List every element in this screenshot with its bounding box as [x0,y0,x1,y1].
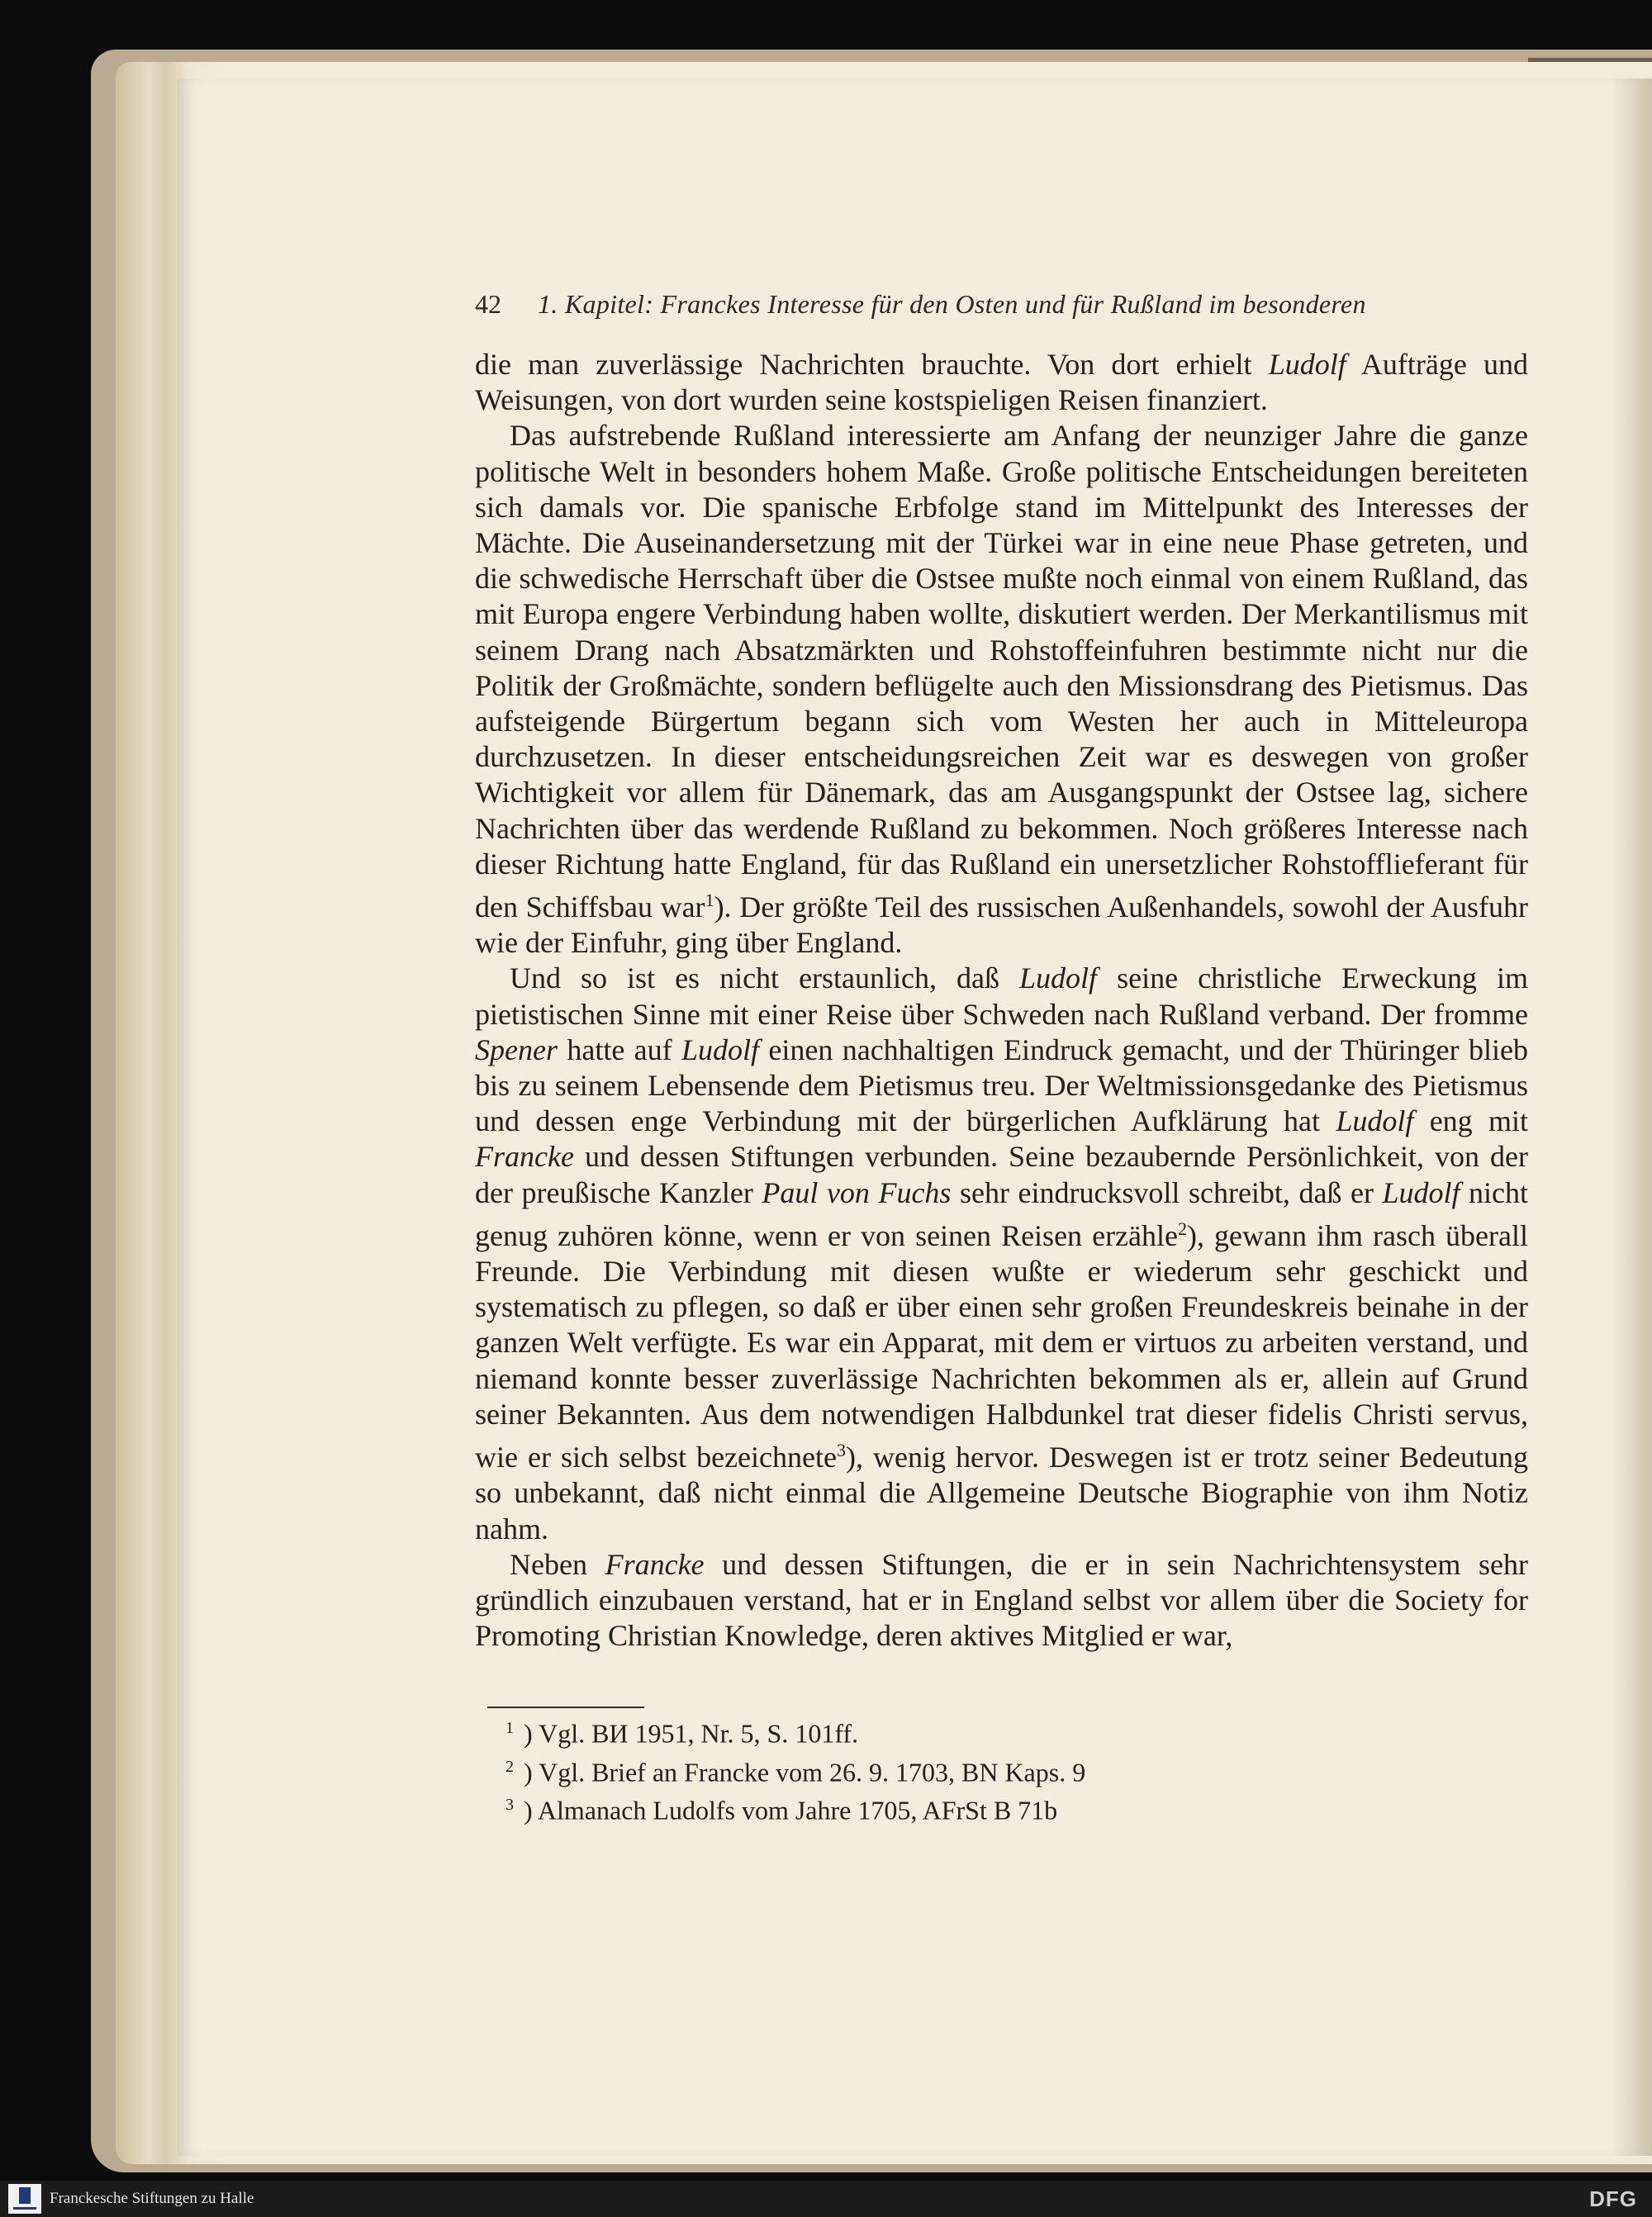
body-text [475,347,1528,1654]
text-run: Neben [510,1547,605,1581]
italic-name: Francke [605,1547,705,1581]
paragraph [475,347,1528,418]
text-run: und dessen Stiftungen verbunden. Seine bezaubernde Persönlichkeit, von der der preußische Kanzler [475,1140,1528,1209]
text-run: eng mit [1413,1104,1529,1138]
italic-name: Ludolf [681,1033,760,1066]
footnote-text: ) Vgl. Brief an Francke vom 26. 9. 1703, BN Kaps. 9 [524,1757,1086,1787]
viewer-footer-bar [0,2181,1652,2217]
running-title: 1. Kapitel: Franckes Interesse für den Osten und für Rußland im besonderen [538,289,1366,319]
text-run: ), wenig hervor. Deswegen ist er trotz seiner Bedeutung so unbekannt, daß nicht einmal die Allgemeine Deutsche Biographie von ihm Notiz nahm. [475,1441,1528,1545]
footnote-ref: 2 [1178,1218,1187,1239]
text-run: sehr eindrucksvoll schreibt, daß er [951,1175,1383,1209]
text-run: ). Der größte Teil des russischen Außenhandels, sowohl der Ausfuhr wie der Einfuhr, ging über England. [475,890,1528,960]
page-number: 42 [475,289,501,319]
italic-name: Spener [475,1033,558,1066]
page-gutter-shadow [1611,78,1652,2156]
italic-name: Ludolf [1019,961,1098,995]
text-run: Aufträge und Weisungen, von dort wurden seine kostspieligen Reisen finanziert. [475,348,1528,417]
footnote-1 [506,1711,1332,1750]
text-run: Und so ist es nicht erstaunlich, daß [510,961,1020,995]
footnote-mark: 1 [506,1719,514,1737]
footnote-mark: 2 [506,1757,514,1776]
footnote-text: ) Vgl. BИ 1951, Nr. 5, S. 101ff. [524,1718,859,1749]
text-run: einen nachhaltigen Eindruck gemacht, und der Thüringer blieb bis zu seinem Lebensende dem Pietismus treu. Der Weltmissionsgedanke des Pietismus und dessen enge Verbindung mit der bürgerlichen Aufklärung hat [475,1033,1528,1138]
text-run: die man zuverlässige Nachrichten brauchte. Von dort erhielt [475,348,1269,381]
footnote-2 [506,1750,1332,1789]
italic-name: Ludolf [1382,1175,1460,1209]
dfg-logo[interactable]: DFG [1589,2186,1637,2211]
text-run: ), gewann ihm rasch überall Freunde. Die Verbindung mit diesen wußte er wiederum sehr geschickt und systematisch zu pflegen, so daß er über einen sehr großen Freundeskreis beinahe in der ganzen Welt verfügte. Es war ein Apparat, mit dem er virtuos zu arbeiten verstand, und niemand konnte besser zuverlässige Nachrichten bekommen als er, allein auf Grund seiner Bekannten. Aus dem notwendigen Halbdunkel trat dieser fidelis Christi servus, wie er sich selbst bezeichnete [475,1218,1528,1474]
text-run: und dessen Stiftungen, die er in sein Nachrichtensystem sehr gründlich einzubauen verstand, hat er in England selbst vor allem über die Society for Promoting Christian Knowledge, deren aktives Mitglied er war, [475,1547,1528,1653]
paragraph [475,418,1528,961]
text-run: hatte auf [557,1033,681,1066]
institution-logo-icon[interactable] [8,2184,41,2214]
footnote-ref: 3 [836,1440,846,1461]
italic-name: Ludolf [1336,1104,1414,1138]
text-run: nicht genug zuhören könne, wenn er von seinen Reisen erzähle [475,1175,1529,1252]
footnote-3 [506,1788,1332,1827]
institution-name[interactable]: Franckesche Stiftungen zu Halle [50,2190,254,2207]
footnote-rule [487,1707,644,1708]
running-header [475,289,1549,320]
footnote-ref: 1 [705,890,714,911]
footnote-mark: 3 [506,1796,514,1815]
text-run: seine christliche Erweckung im pietistischen Sinne mit einer Reise über Schweden nach Rußland verband. Der fromme [475,961,1528,1031]
text-run: Das aufstrebende Rußland interessierte am Anfang der neunziger Jahre die ganze politische Welt in besonders hohem Maße. Große politische Entscheidungen bereiteten sich damals vor. Die spanische Erbfolge stand im Mittelpunkt des Interesses der Mächte. Die Auseinandersetzung mit der Türkei war in eine neue Phase getreten, und die schwedische Herrschaft über die Ostsee mußte noch einmal von einem Rußland, das mit Europa engere Verbindung haben wollte, diskutiert werden. Der Merkantilismus mit seinem Drang nach Absatzmärkten und Rohstoffeinfuhren bestimmte nicht nur die Politik der Großmächte, sondern beflügelte auch den Missionsdrang des Pietismus. Das aufsteigende Bürgertum begann sich vom Westen her auch in Mitteleuropa durchzusetzen. In dieser entscheidungsreichen Zeit war es deswegen von großer Wichtigkeit vor allem für Dänemark, das am Ausgangspunkt der Ostsee lag, sichere Nachrichten über das werdende Rußland zu bekommen. Noch größeres Interesse nach dieser Richtung hatte England, für das Rußland ein unersetzlicher Rohstofflieferant für den Schiffsbau war [475,419,1528,924]
footnotes [506,1711,1332,1827]
italic-name: Ludolf [1268,348,1346,381]
footnote-text: ) Almanach Ludolfs vom Jahre 1705, AFrSt B 71b [524,1795,1058,1825]
paragraph [475,1547,1528,1654]
italic-name: Francke [475,1140,574,1174]
paragraph [475,961,1528,1546]
italic-name: Paul von Fuchs [762,1175,952,1209]
